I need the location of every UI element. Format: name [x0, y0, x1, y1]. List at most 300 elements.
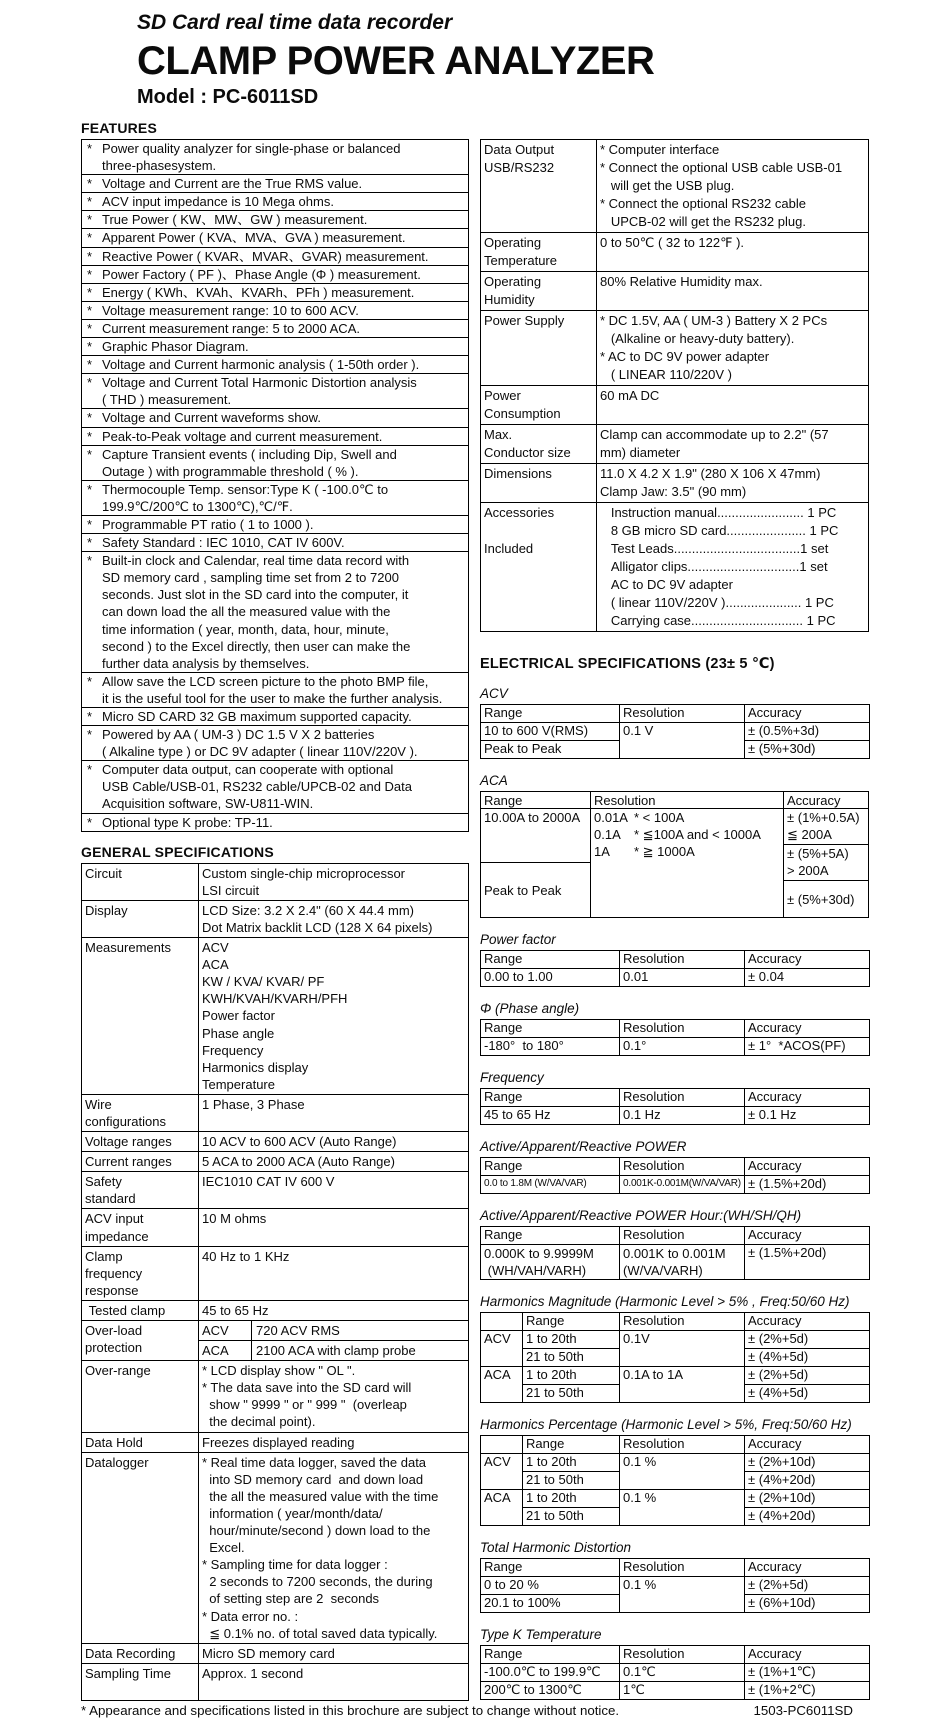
spec-label-line: Circuit: [85, 865, 122, 881]
table-title: Harmonics Magnitude (Harmonic Level > 5% , Freq:50/60 Hz): [480, 1294, 850, 1309]
spec-value: [597, 464, 869, 503]
column-header: Range: [481, 792, 591, 809]
header-row: [481, 1158, 870, 1176]
spec-value-line: 1 Phase, 3 Phase: [202, 1096, 305, 1112]
spec-value-line: Approx. 1 second: [202, 1665, 304, 1681]
spec-value-line: 45 to 65 Hz: [202, 1302, 269, 1318]
table-title: Harmonics Percentage (Harmonic Level > 5%, Freq:50/60 Hz): [480, 1417, 852, 1432]
feature-text: [102, 761, 466, 812]
feature-line: Thermocouple Temp. sensor:Type K ( -100.0℃ to: [102, 481, 389, 497]
accuracy-cell: [784, 845, 868, 881]
spec-value-line: Carrying case............................... 1 PC: [600, 613, 836, 628]
spec-label: [82, 1209, 199, 1246]
asterisk-bullet: *: [87, 553, 93, 569]
data-cell: ± (1%+1℃): [745, 1664, 870, 1682]
spec-value-line: information ( year/month/data/: [202, 1505, 383, 1521]
product-model: Model : PC-6011SD: [137, 86, 319, 108]
asterisk-bullet: *: [87, 516, 93, 532]
data-cell: 1℃: [620, 1682, 745, 1700]
spec-value-line: 5 ACA to 2000 ACA (Auto Range): [202, 1154, 395, 1170]
spec-label: [481, 311, 597, 386]
spec-value-line: * Data error no. :: [202, 1608, 299, 1624]
spec-value-line: 2 seconds to 7200 seconds, the during: [202, 1574, 433, 1590]
product-title: CLAMP POWER ANALYZER: [137, 39, 655, 83]
spec-label-line: [484, 522, 593, 540]
aca-table: [480, 791, 869, 918]
feature-line: USB Cable/USB-01, RS232 cable/UPCB-02 and Data: [102, 779, 412, 795]
table-title: Φ (Phase angle): [480, 1001, 580, 1016]
spec-value-line: KWH/KVAH/KVARH/PFH: [202, 991, 348, 1007]
spec-value: [199, 863, 469, 900]
data-cell: ± (4%+20d): [745, 1472, 870, 1490]
data-cell: 21 to 50th: [523, 1472, 620, 1490]
feature-item: [82, 356, 468, 374]
spec-value: [199, 938, 469, 1095]
column-header: Range: [481, 1559, 620, 1577]
spec-value-line: * Connect the optional RS232 cable: [600, 196, 806, 211]
accuracy-line: ± (1%+0.5A): [787, 810, 860, 825]
column-header: Resolution: [620, 1227, 745, 1245]
spec-value-line: Test Leads...................................1 set: [600, 541, 829, 556]
column-header: Accuracy: [745, 705, 870, 723]
column-header: Accuracy: [745, 1227, 870, 1245]
feature-item: [82, 338, 468, 356]
column-header: Range: [523, 1436, 620, 1454]
spec-value-line: 60 mA DC: [600, 388, 660, 403]
table-title: Power factor: [480, 932, 556, 947]
sub-label: [199, 1321, 252, 1340]
asterisk-bullet: *: [87, 284, 93, 300]
data-cell: 1 to 20th: [523, 1454, 620, 1472]
column-header: Resolution: [620, 1313, 745, 1331]
spec-label: [82, 1643, 199, 1663]
spec-table: [480, 1558, 870, 1613]
column-header: Resolution: [620, 951, 745, 969]
spec-label-line: frequency: [85, 1265, 143, 1281]
header-row: [481, 951, 870, 969]
header-row: [481, 1020, 870, 1038]
spec-value: [597, 386, 869, 425]
data-cell: ± 0.04: [745, 969, 870, 987]
spec-row: [82, 1361, 469, 1432]
accuracy-line: ≦ 200A: [787, 827, 832, 843]
spec-label-line: Operating: [484, 274, 542, 289]
spec-row: [82, 1643, 469, 1663]
feature-text: [102, 516, 466, 533]
feature-text: [102, 374, 466, 408]
data-cell: ± (1.5%+20d): [745, 1245, 870, 1280]
feature-line: 199.9℃/200℃ to 1300℃),℃/℉.: [102, 498, 293, 514]
spec-table: [480, 704, 870, 759]
column-header: Range: [481, 705, 620, 723]
feature-line: Acquisition software, SW-U811-WIN.: [102, 796, 314, 812]
cell-line: 0.001K to 0.001M: [623, 1246, 726, 1261]
column-header: Resolution: [620, 705, 745, 723]
spec-value-line: Custom single-chip microprocessor: [202, 865, 406, 881]
spec-label-line: Data Recording: [85, 1645, 176, 1661]
general-specs-table-wrap: [81, 863, 469, 1701]
spec-label-line: Datalogger: [85, 1454, 149, 1470]
right-column: [480, 136, 869, 1700]
spec-label-line: response: [85, 1282, 139, 1298]
data-cell: 0.1A to 1A: [620, 1367, 745, 1403]
spec-value-line: hour/minute/second ) down load to the: [202, 1523, 431, 1539]
spec-label-line: Over-load: [85, 1323, 143, 1338]
data-cell: -180° to 180°: [481, 1038, 620, 1056]
spec-label-line: Power Supply: [484, 313, 565, 328]
spec-table: [480, 1157, 870, 1194]
spec-label: [82, 1094, 199, 1131]
table-title: Active/Apparent/Reactive POWER Hour:(WH/SH/QH): [480, 1208, 802, 1223]
spec-value: [199, 1172, 469, 1209]
asterisk-bullet: *: [87, 673, 93, 689]
column-header: Resolution: [620, 1089, 745, 1107]
header-row: [481, 1646, 870, 1664]
column-header: Accuracy: [745, 1020, 870, 1038]
feature-text: [102, 356, 466, 373]
spec-label: [481, 140, 597, 233]
spec-value-line: Instruction manual........................ 1 PC: [600, 505, 837, 520]
spec-value-line: * Real time data logger, saved the data: [202, 1454, 427, 1470]
data-cell: ± (1.5%+20d): [745, 1176, 870, 1194]
spec-label: [481, 272, 597, 311]
feature-item: [82, 374, 468, 409]
features-heading: FEATURES: [81, 120, 158, 136]
spec-row: [481, 425, 869, 464]
spec-row: [82, 1321, 469, 1361]
spec-row: [82, 1132, 469, 1152]
header: [137, 10, 654, 109]
cell-line: 0.000K to 9.9999M: [484, 1246, 594, 1261]
spec-value: [597, 311, 869, 386]
feature-item: [82, 320, 468, 338]
spec-value: [199, 1321, 469, 1361]
spec-value-line: Excel.: [202, 1540, 245, 1556]
column-header: Range: [481, 1227, 620, 1245]
feature-line: Optional type K probe: TP-11.: [102, 814, 273, 830]
feature-item: [82, 302, 468, 320]
sub-label-line: ACV: [202, 1323, 229, 1338]
spec-table: [480, 1645, 870, 1700]
column-header: Accuracy: [745, 1559, 870, 1577]
spec-label-line: standard: [85, 1191, 136, 1207]
feature-line: Power Factory ( PF )、Phase Angle (Φ ) measurement.: [102, 266, 421, 282]
spec-value-line: Temperature: [202, 1076, 275, 1092]
data-cell: 21 to 50th: [523, 1508, 620, 1526]
data-cell: ± 1° *ACOS(PF): [745, 1038, 870, 1056]
feature-item: [82, 708, 468, 726]
spec-label: [481, 233, 597, 272]
electrical-specs-heading: ELECTRICAL SPECIFICATIONS (23± 5 ℃): [480, 656, 775, 672]
feature-text: [102, 229, 466, 246]
resolution-cond: * < 100A: [634, 810, 685, 825]
resolution-cond: * ≧ 1000A: [634, 844, 695, 859]
header-row: [481, 1436, 870, 1454]
feature-item: [82, 284, 468, 302]
spec-label-line: configurations: [85, 1113, 166, 1129]
spec-value: [597, 272, 869, 311]
spec-value-line: mm) diameter: [600, 445, 681, 460]
data-cell: ± (5%+30d): [745, 741, 870, 759]
spec-table: [480, 1435, 870, 1526]
feature-line: further data analysis by themselves.: [102, 655, 310, 671]
column-header: Accuracy: [784, 792, 868, 809]
feature-line: ACV input impedance is 10 Mega ohms.: [102, 194, 334, 210]
feature-text: [102, 534, 466, 551]
spec-label-line: Over-range: [85, 1363, 151, 1379]
column-header: Accuracy: [745, 951, 870, 969]
spec-label-line: protection: [85, 1340, 143, 1356]
feature-line: Peak-to-Peak voltage and current measurement.: [102, 428, 383, 444]
spec-value: [199, 1246, 469, 1300]
range-cell: Peak to Peak: [481, 863, 591, 917]
feature-text: [102, 428, 466, 445]
spec-value-line: will get the USB plug.: [600, 178, 735, 193]
spec-value: [199, 1643, 469, 1663]
resolution-step: 1A: [594, 844, 610, 859]
spec-table: [480, 950, 870, 987]
spec-row: [82, 1094, 469, 1131]
spec-value-line: LCD Size: 3.2 X 2.4" (60 X 44.4 mm): [202, 902, 414, 918]
column-header: Accuracy: [745, 1313, 870, 1331]
column-header: Resolution: [620, 1646, 745, 1664]
feature-line: seconds. Just slot in the SD card into the computer, it: [102, 587, 409, 603]
spec-row: [82, 938, 469, 1095]
feature-text: [102, 673, 466, 707]
feature-text: [102, 446, 466, 480]
spec-label-line: Clamp: [85, 1248, 123, 1264]
asterisk-bullet: *: [87, 762, 93, 778]
spec-label: [82, 1152, 199, 1172]
device-specs-table: [480, 139, 869, 632]
spec-value-line: ( LINEAR 110/220V ): [600, 367, 732, 382]
feature-line: True Power ( KW、MW、GW ) measurement.: [102, 212, 368, 228]
data-cell: 1 to 20th: [523, 1490, 620, 1508]
spec-label: [481, 464, 597, 503]
spec-value-line: * AC to DC 9V power adapter: [600, 349, 770, 364]
data-cell: 21 to 50th: [523, 1349, 620, 1367]
feature-line: Safety Standard : IEC 1010, CAT IV 600V.: [102, 535, 345, 551]
cell-line: (W/VA/VARH): [623, 1263, 703, 1278]
spec-label-line: Humidity: [484, 292, 535, 307]
spec-label-line: impedance: [85, 1228, 149, 1244]
feature-text: [102, 175, 466, 192]
asterisk-bullet: *: [87, 194, 93, 210]
spec-table: [480, 1019, 870, 1056]
feature-item: [82, 428, 468, 446]
data-cell: 20.1 to 100%: [481, 1595, 620, 1613]
data-cell: 0.1℃: [620, 1664, 745, 1682]
data-cell: ± (2%+5d): [745, 1331, 870, 1349]
data-cell: ± 0.1 Hz: [745, 1107, 870, 1125]
feature-line: Power quality analyzer for single-phase or balanced: [102, 141, 401, 156]
spec-label: [82, 863, 199, 900]
data-cell: 1 to 20th: [523, 1331, 620, 1349]
spec-value: [597, 503, 869, 632]
spec-value-line: * Sampling time for data logger :: [202, 1557, 388, 1573]
spec-value-line: ≦ 0.1% no. of total saved data typically.: [202, 1625, 438, 1641]
sub-row: [199, 1341, 468, 1360]
feature-line: SD memory card , sampling time set from 2 to 7200: [102, 570, 399, 586]
asterisk-bullet: *: [87, 266, 93, 282]
spec-label-line: Sampling Time: [85, 1665, 171, 1681]
column-header: [481, 1436, 523, 1454]
feature-line: it is the useful tool for the user to make the further analysis.: [102, 690, 443, 706]
column-header: Accuracy: [745, 1436, 870, 1454]
feature-item: [82, 552, 468, 673]
sub-label: [199, 1341, 252, 1360]
data-row: [481, 1664, 870, 1682]
feature-line: three-phasesystem.: [102, 158, 217, 174]
column-header: Range: [481, 951, 620, 969]
spec-value-line: 10 M ohms: [202, 1211, 267, 1227]
data-cell: ± (1%+2℃): [745, 1682, 870, 1700]
feature-item: [82, 266, 468, 284]
resolution-line: [594, 826, 780, 843]
data-row: [481, 1682, 870, 1700]
spec-label-line: ACV input: [85, 1211, 144, 1227]
spec-value: [199, 900, 469, 937]
features-list: [81, 139, 469, 832]
spec-value-line: Clamp can accommodate up to 2.2" (57: [600, 427, 829, 442]
spec-value-line: the decimal point).: [202, 1414, 316, 1430]
feature-line: Voltage measurement range: 10 to 600 ACV.: [102, 302, 359, 318]
feature-line: Energy ( KWh、KVAh、KVARh、PFh ) measurement.: [102, 284, 415, 300]
data-row: [481, 1038, 870, 1056]
spec-label: [82, 1132, 199, 1152]
feature-text: [102, 726, 466, 760]
data-cell: 200℃ to 1300℃: [481, 1682, 620, 1700]
sub-label-line: ACA: [202, 1343, 229, 1359]
feature-line: Voltage and Current Total Harmonic Distortion analysis: [102, 375, 417, 391]
data-cell: ± (0.5%+3d): [745, 723, 870, 741]
data-cell: 0.1 %: [620, 1454, 745, 1490]
data-cell: ± (2%+5d): [745, 1367, 870, 1385]
asterisk-bullet: *: [87, 428, 93, 444]
spec-label-line: Operating: [484, 235, 542, 250]
spec-row: [82, 1452, 469, 1643]
spec-value-line: * The data save into the SD card will: [202, 1380, 412, 1396]
spec-table: [480, 1226, 870, 1280]
data-cell: 0.1°: [620, 1038, 745, 1056]
table-title: Total Harmonic Distortion: [480, 1540, 632, 1555]
column-header: Range: [481, 1089, 620, 1107]
asterisk-bullet: *: [87, 230, 93, 246]
sub-value: [252, 1341, 468, 1360]
spec-value: [199, 1361, 469, 1432]
asterisk-bullet: *: [87, 727, 93, 743]
feature-line: Micro SD CARD 32 GB maximum supported capacity.: [102, 709, 412, 724]
feature-text: [102, 248, 466, 265]
spec-value-line: * DC 1.5V, AA ( UM-3 ) Battery X 2 PCs: [600, 313, 828, 328]
feature-line: Current measurement range: 5 to 2000 ACA.: [102, 320, 360, 336]
header-row: [481, 1313, 870, 1331]
spec-value-line: the all the measured value with the time: [202, 1488, 439, 1504]
data-cell: ± (2%+5d): [745, 1577, 870, 1595]
data-row: [481, 1577, 870, 1595]
data-cell: 0.1 %: [620, 1577, 745, 1613]
spec-label-line: Consumption: [484, 406, 561, 421]
feature-text: [102, 140, 466, 174]
spec-label-line: Dimensions: [484, 466, 552, 481]
column-header: Resolution: [591, 792, 784, 809]
spec-label-line: Max.: [484, 427, 513, 442]
spec-value-line: KW / KVA/ KVAR/ PF: [202, 974, 325, 990]
spec-value-line: 10 ACV to 600 ACV (Auto Range): [202, 1134, 397, 1150]
column-header: Resolution: [620, 1158, 745, 1176]
spec-value-line: of setting step are 2 seconds: [202, 1591, 380, 1607]
spec-table: [480, 1088, 870, 1125]
asterisk-bullet: *: [87, 481, 93, 497]
spec-value-line: (Alkaline or heavy-duty battery).: [600, 331, 795, 346]
feature-text: [102, 409, 466, 426]
spec-label-line: Current ranges: [85, 1154, 172, 1170]
spec-row: [481, 503, 869, 632]
asterisk-bullet: *: [87, 176, 93, 192]
spec-row: [82, 1152, 469, 1172]
data-row: [481, 969, 870, 987]
spec-value: [597, 233, 869, 272]
spec-row: [82, 1209, 469, 1246]
feature-item: [82, 193, 468, 211]
feature-text: [102, 193, 466, 210]
feature-item: [82, 409, 468, 427]
footer-code: 1503-PC6011SD: [753, 1703, 853, 1718]
spec-value: [199, 1132, 469, 1152]
spec-label: [82, 1361, 199, 1432]
spec-row: [481, 272, 869, 311]
table-title: Active/Apparent/Reactive POWER: [480, 1139, 687, 1154]
data-row: [481, 1107, 870, 1125]
spec-value-line: [202, 1682, 465, 1699]
spec-label-line: Safety: [85, 1174, 122, 1190]
spec-label-line: Data Hold: [85, 1434, 143, 1450]
feature-text: [102, 284, 466, 301]
feature-item: [82, 673, 468, 708]
product-tagline: SD Card real time data recorder: [137, 11, 453, 34]
data-row: [481, 1367, 870, 1385]
sub-value: [252, 1321, 468, 1340]
spec-label-line: Wire: [85, 1096, 112, 1112]
data-cell: 0.1 Hz: [620, 1107, 745, 1125]
feature-line: second ) to the Excel directly, then user can make the: [102, 638, 411, 654]
spec-value-line: ACA: [202, 957, 229, 973]
spec-value-line: IEC1010 CAT IV 600 V: [202, 1174, 335, 1190]
feature-item: [82, 175, 468, 193]
spec-row: [82, 1300, 469, 1320]
resolution-line: [594, 809, 780, 826]
data-row: [481, 1331, 870, 1349]
column-header: Accuracy: [745, 1646, 870, 1664]
data-cell: 10 to 600 V(RMS): [481, 723, 620, 741]
spec-value-line: 11.0 X 4.2 X 1.9" (280 X 106 X 47mm): [600, 466, 821, 481]
column-header: Accuracy: [745, 1158, 870, 1176]
data-cell: 0.00 to 1.00: [481, 969, 620, 987]
spec-row: [82, 900, 469, 937]
data-row: [481, 723, 870, 741]
feature-text: [102, 266, 466, 283]
feature-item: [82, 726, 468, 761]
spec-row: [481, 464, 869, 503]
feature-line: Capture Transient events ( including Dip, Swell and: [102, 446, 397, 462]
spec-value-line: Phase angle: [202, 1025, 275, 1041]
column-header: Resolution: [620, 1559, 745, 1577]
data-cell: ± (2%+10d): [745, 1454, 870, 1472]
spec-row: [82, 1246, 469, 1300]
feature-item: [82, 761, 468, 813]
asterisk-bullet: *: [87, 535, 93, 551]
feature-text: [102, 338, 466, 355]
